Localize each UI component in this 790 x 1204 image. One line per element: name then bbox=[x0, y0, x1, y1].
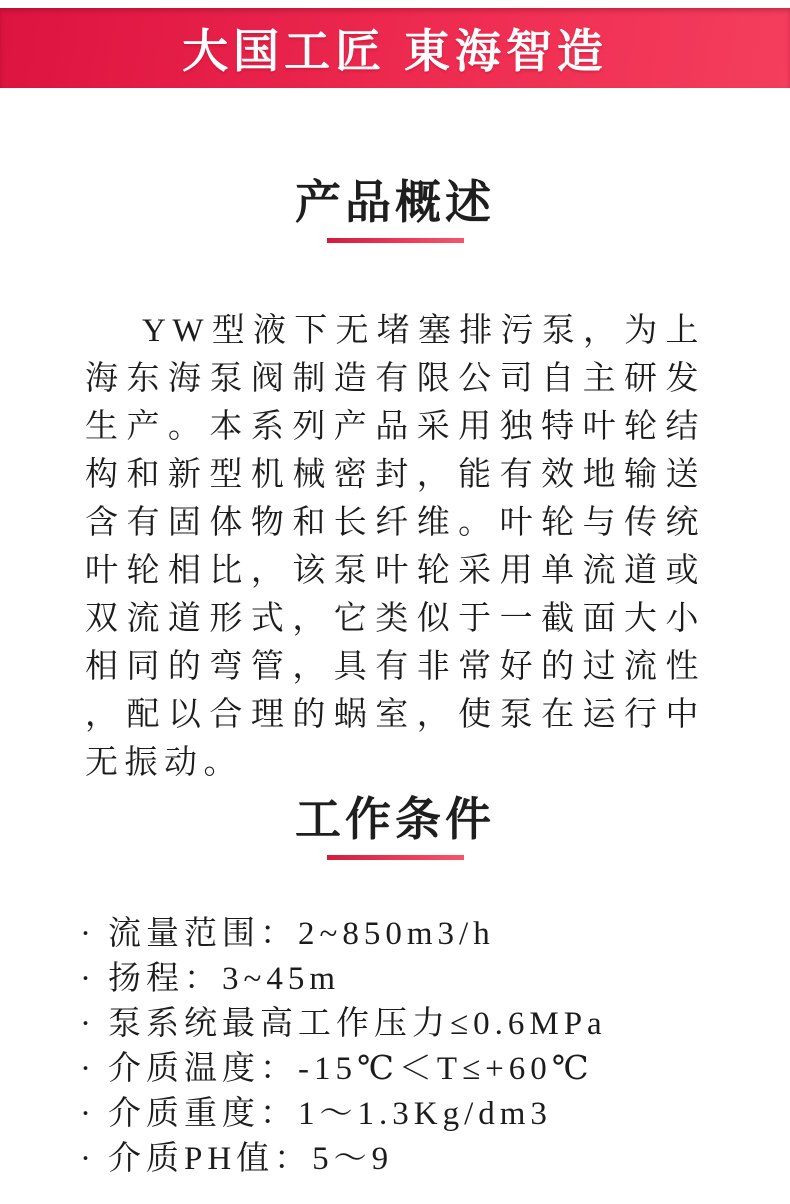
list-item bbox=[80, 957, 730, 1002]
bullet-dot-icon: · bbox=[80, 1141, 96, 1177]
conditions-list bbox=[0, 912, 790, 1182]
conditions-heading-underline bbox=[327, 855, 464, 860]
list-item bbox=[80, 1092, 730, 1137]
bullet-dot-icon: · bbox=[80, 961, 96, 997]
condition-head: 扬程：3~45m bbox=[108, 961, 341, 997]
conditions-section bbox=[0, 795, 790, 1182]
overview-section bbox=[0, 178, 790, 787]
bullet-dot-icon: · bbox=[80, 1006, 96, 1042]
top-banner bbox=[0, 8, 790, 88]
list-item bbox=[80, 912, 730, 957]
list-item bbox=[80, 1002, 730, 1047]
bullet-dot-icon: · bbox=[80, 1096, 96, 1132]
condition-medium-temperature: 介质温度：-15℃＜T≤+60℃ bbox=[108, 1051, 594, 1087]
overview-heading-underline bbox=[327, 238, 464, 243]
overview-paragraph: YW型液下无堵塞排污泵，为上海东海泵阀制造有限公司自主研发生产。本系列产品采用独特叶轮结构和新型机械密封，能有效地输送含有固体物和长纤维。叶轮与传统叶轮相比，该泵叶轮采用单流道或双流道形式，它类似于一截面大小相同的弯管，具有非常好的过流性，配以合理的蜗室，使泵在运行中无振动。 bbox=[85, 313, 705, 781]
bullet-dot-icon: · bbox=[80, 1051, 96, 1087]
condition-medium-ph: 介质PH值：5～9 bbox=[108, 1141, 394, 1177]
list-item bbox=[80, 1137, 730, 1182]
condition-max-pressure: 泵系统最高工作压力≤0.6MPa bbox=[108, 1006, 607, 1042]
overview-heading: 产品概述 bbox=[295, 176, 495, 228]
product-detail-page bbox=[0, 8, 790, 1204]
bullet-dot-icon: · bbox=[80, 916, 96, 952]
condition-flow-range: 流量范围：2~850m3/h bbox=[108, 916, 495, 952]
list-item bbox=[80, 1047, 730, 1092]
conditions-heading: 工作条件 bbox=[295, 793, 495, 845]
condition-medium-density: 介质重度：1～1.3Kg/dm3 bbox=[108, 1096, 552, 1132]
banner-title: 大国工匠 東海智造 bbox=[182, 25, 608, 77]
